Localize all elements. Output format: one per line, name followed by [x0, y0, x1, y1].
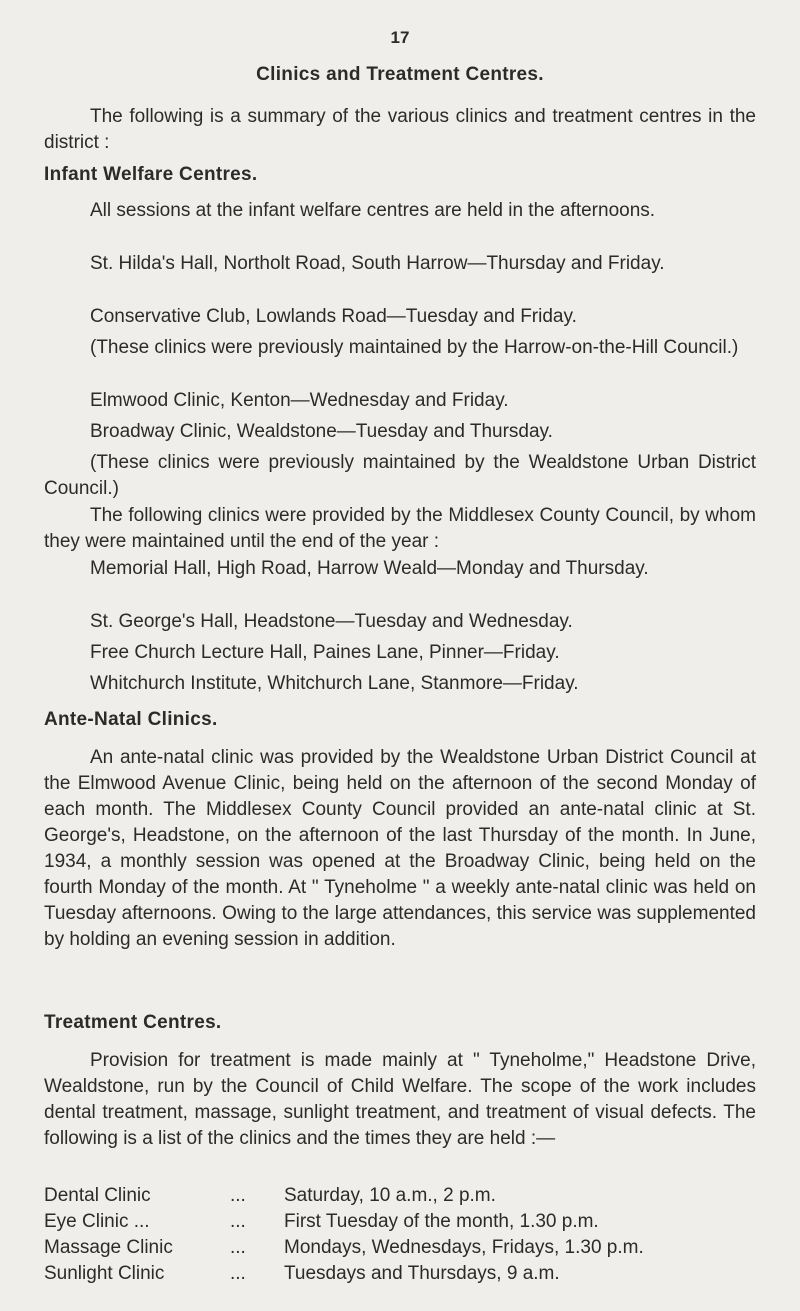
leader-dots: ...	[230, 1263, 246, 1284]
section-heading-treatment: Treatment Centres.	[44, 1012, 222, 1033]
paragraph: St. George's Hall, Headstone—Tuesday and Wednesday.	[90, 611, 573, 632]
paragraph: All sessions at the infant welfare centres are held in the afternoons.	[90, 200, 656, 221]
page-title: Clinics and Treatment Centres.	[256, 64, 544, 85]
clinic-name: Dental Clinic	[44, 1185, 151, 1206]
paragraph: St. Hilda's Hall, Northolt Road, South Harrow—Thursday and Friday.	[90, 253, 665, 274]
paragraph: Conservative Club, Lowlands Road—Tuesday and Friday.	[90, 306, 577, 327]
leader-dots: ...	[230, 1211, 246, 1232]
clinic-times: First Tuesday of the month, 1.30 p.m.	[284, 1211, 599, 1232]
paragraph: Free Church Lecture Hall, Paines Lane, Pinner—Friday.	[90, 642, 560, 663]
clinic-name: Massage Clinic	[44, 1237, 173, 1258]
paragraph: Elmwood Clinic, Kenton—Wednesday and Friday.	[90, 390, 509, 411]
paragraph: Provision for treatment is made mainly at " Tyneholme," Headstone Drive, Wealdstone, run by the Council of Child Welfare. The scope of the work includes dental treatment, massage, sunlight treatment, and treatment of visual defects. The following is a list of the clinics and the times they are held :—	[44, 1050, 756, 1149]
leader-dots: ...	[230, 1237, 246, 1258]
paragraph: (These clinics were previously maintained by the Wealdstone Urban District Council.)	[44, 452, 756, 499]
page-number: 17	[390, 28, 410, 47]
intro-paragraph: The following is a summary of the various clinics and treatment centres in the district :	[44, 106, 756, 153]
paragraph: An ante-natal clinic was provided by the Wealdstone Urban District Council at the Elmwood Avenue Clinic, being held on the afternoon of the second Monday of each month. The Middlesex County Council provided an ante-natal clinic at St. George's, Headstone, on the afternoon of the last Thursday of the month. In June, 1934, a monthly session was opened at the Broadway Clinic, being held on the fourth Monday of the month. At " Tyneholme " a weekly ante-natal clinic was held on Tuesday afternoons. Owing to the large attendances, this service was supplemented by holding an evening session in addition.	[44, 747, 756, 950]
paragraph: (These clinics were previously maintained by the Harrow-on-the-Hill Council.)	[90, 337, 739, 358]
clinic-times: Saturday, 10 a.m., 2 p.m.	[284, 1185, 496, 1206]
paragraph: Broadway Clinic, Wealdstone—Tuesday and Thursday.	[90, 421, 553, 442]
paragraph: The following clinics were provided by the Middlesex County Council, by whom they were maintained until the end of the year :	[44, 505, 756, 552]
section-heading-ante-natal: Ante-Natal Clinics.	[44, 709, 218, 730]
section-heading-infant-welfare: Infant Welfare Centres.	[44, 164, 258, 185]
clinic-name: Eye Clinic ...	[44, 1211, 150, 1232]
clinic-times: Mondays, Wednesdays, Fridays, 1.30 p.m.	[284, 1237, 644, 1258]
clinic-times: Tuesdays and Thursdays, 9 a.m.	[284, 1263, 560, 1284]
paragraph: Memorial Hall, High Road, Harrow Weald—Monday and Thursday.	[90, 558, 649, 579]
clinic-name: Sunlight Clinic	[44, 1263, 165, 1284]
leader-dots: ...	[230, 1185, 246, 1206]
paragraph: Whitchurch Institute, Whitchurch Lane, Stanmore—Friday.	[90, 673, 579, 694]
